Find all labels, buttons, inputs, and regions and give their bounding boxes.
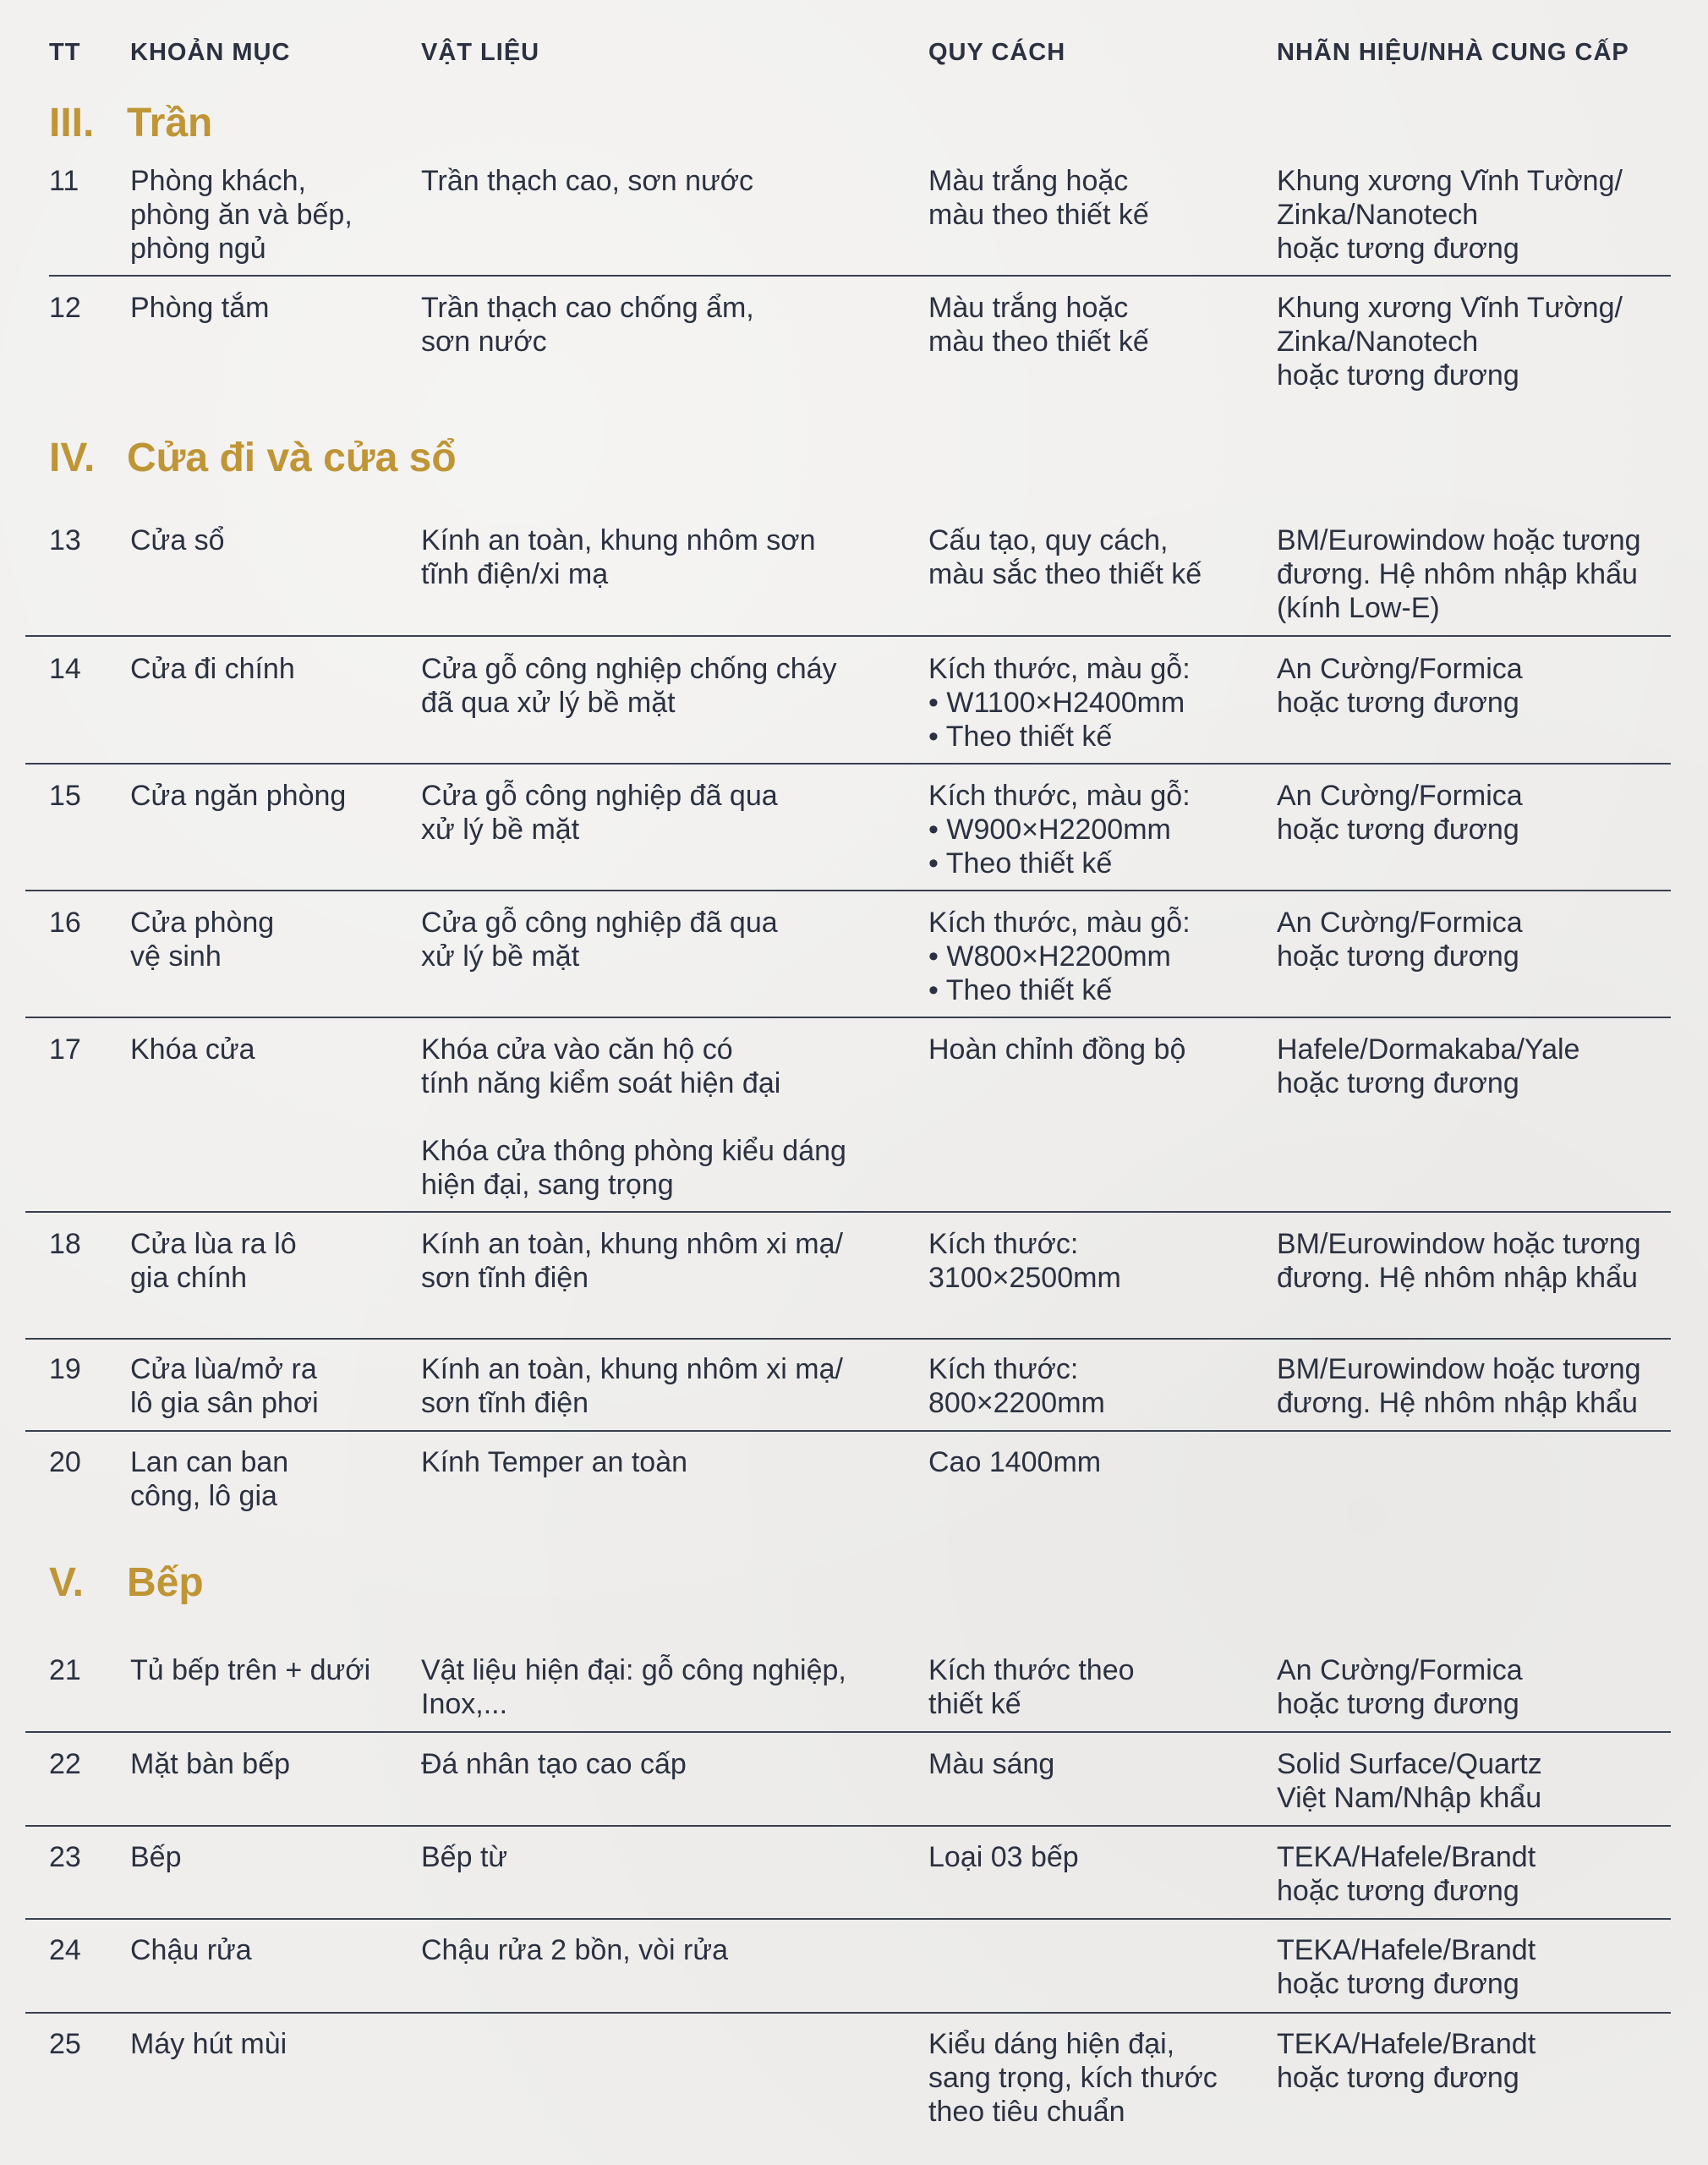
section-number: III. [49,101,95,145]
row-tt: 13 [49,524,81,556]
header-brand: NHÃN HIỆU/NHÀ CUNG CẤP [1277,39,1629,66]
row-brand: An Cường/Formica hoặc tương đương [1277,1654,1523,1720]
row-tt: 25 [49,2028,81,2060]
row-brand: BM/Eurowindow hoặc tương đương. Hệ nhôm nhập khẩu [1277,1353,1641,1419]
row-tt: 18 [49,1228,81,1260]
row-divider [25,763,1671,765]
row-tt: 14 [49,653,81,685]
row-material: Bếp từ [421,1841,508,1873]
row-divider [25,1338,1671,1340]
row-item: Phòng tắm [130,292,270,324]
row-item: Tủ bếp trên + dưới [130,1654,371,1686]
row-item: Lan can ban công, lô gia [130,1446,289,1512]
row-tt: 16 [49,907,81,939]
row-item: Cửa đi chính [130,653,295,685]
section-title: Bếp [127,1560,204,1605]
row-tt: 23 [49,1841,81,1873]
row-divider [49,275,1671,277]
row-material: Kính an toàn, khung nhôm sơn tĩnh điện/xi mạ [421,524,816,590]
row-material: Cửa gỗ công nghiệp chống cháy đã qua xử lý bề mặt [421,653,837,719]
row-material: Kính an toàn, khung nhôm xi mạ/ sơn tĩnh điện [421,1228,843,1294]
row-brand: Solid Surface/Quartz Việt Nam/Nhập khẩu [1277,1748,1542,1814]
row-item: Mặt bàn bếp [130,1748,291,1780]
row-divider [25,890,1671,891]
row-spec: Màu sáng [928,1748,1055,1780]
section-title: Trần [127,101,213,145]
row-brand: An Cường/Formica hoặc tương đương [1277,780,1523,846]
row-divider [25,1731,1671,1733]
row-spec: Màu trắng hoặc màu theo thiết kế [928,292,1149,358]
row-tt: 22 [49,1748,81,1780]
row-spec: Kích thước theo thiết kế [928,1654,1135,1720]
row-spec: Màu trắng hoặc màu theo thiết kế [928,165,1149,231]
row-material: Trần thạch cao chống ẩm, sơn nước [421,292,754,358]
row-brand: TEKA/Hafele/Brandt hoặc tương đương [1277,2028,1536,2094]
row-spec: Loại 03 bếp [928,1841,1079,1873]
section-title: Cửa đi và cửa sổ [127,436,457,480]
row-item: Cửa phòng vệ sinh [130,907,275,973]
row-brand: Khung xương Vĩnh Tường/ Zinka/Nanotech hoặc tương đương [1277,165,1623,265]
row-tt: 20 [49,1446,81,1478]
row-divider [25,1017,1671,1018]
row-item: Cửa ngăn phòng [130,780,347,812]
row-tt: 15 [49,780,81,812]
row-material: Kính Temper an toàn [421,1446,688,1478]
section-number: IV. [49,436,96,480]
row-brand: Hafele/Dormakaba/Yale hoặc tương đương [1277,1033,1580,1099]
row-item: Khóa cửa [130,1033,255,1066]
row-material: Đá nhân tạo cao cấp [421,1748,687,1780]
row-divider [25,2012,1671,2014]
row-brand: Khung xương Vĩnh Tường/ Zinka/Nanotech hoặc tương đương [1277,292,1623,392]
header-material: VẬT LIỆU [421,39,540,66]
row-tt: 19 [49,1353,81,1385]
row-tt: 24 [49,1934,81,1966]
row-spec: Kích thước: 800×2200mm [928,1353,1105,1419]
row-material: Vật liệu hiện đại: gỗ công nghiệp, Inox,... [421,1654,846,1720]
row-divider [25,1430,1671,1432]
row-brand: TEKA/Hafele/Brandt hoặc tương đương [1277,1934,1536,2000]
table-header [0,34,1708,76]
row-material: Kính an toàn, khung nhôm xi mạ/ sơn tĩnh điện [421,1353,843,1419]
row-material: Chậu rửa 2 bồn, vòi rửa [421,1934,729,1966]
row-spec: Kích thước, màu gỗ: • W900×H2200mm • Theo thiết kế [928,780,1191,880]
header-spec: QUY CÁCH [928,39,1066,66]
row-divider [25,1825,1671,1827]
row-divider [25,1211,1671,1213]
row-tt: 21 [49,1654,81,1686]
row-material: Trần thạch cao, sơn nước [421,165,754,197]
header-tt: TT [49,39,81,66]
row-spec: Kích thước, màu gỗ: • W800×H2200mm • Theo thiết kế [928,907,1191,1006]
row-brand: BM/Eurowindow hoặc tương đương. Hệ nhôm nhập khẩu [1277,1228,1641,1294]
row-item: Phòng khách, phòng ăn và bếp, phòng ngủ [130,165,353,265]
row-brand: An Cường/Formica hoặc tương đương [1277,907,1523,973]
row-spec: Hoàn chỉnh đồng bộ [928,1033,1186,1066]
row-item: Cửa lùa ra lô gia chính [130,1228,297,1294]
row-tt: 17 [49,1033,81,1066]
row-material: Cửa gỗ công nghiệp đã qua xử lý bề mặt [421,780,778,846]
row-tt: 11 [49,165,79,197]
row-spec: Kiểu dáng hiện đại, sang trọng, kích thước theo tiêu chuẩn [928,2028,1218,2128]
row-brand: An Cường/Formica hoặc tương đương [1277,653,1523,719]
row-spec: Cao 1400mm [928,1446,1102,1478]
row-item: Bếp [130,1841,182,1873]
row-item: Cửa lùa/mở ra lô gia sân phơi [130,1353,319,1419]
row-material: Khóa cửa vào căn hộ có tính năng kiểm soát hiện đại [421,1033,781,1099]
row-brand: TEKA/Hafele/Brandt hoặc tương đương [1277,1841,1536,1907]
row-item: Máy hút mùi [130,2028,287,2060]
row-item: Cửa sổ [130,524,225,556]
row-material: Cửa gỗ công nghiệp đã qua xử lý bề mặt [421,907,778,973]
row-divider [25,635,1671,637]
row-material-secondary: Khóa cửa thông phòng kiểu dáng hiện đại, sang trọng [421,1135,846,1201]
row-tt: 12 [49,292,81,324]
row-item: Chậu rửa [130,1934,252,1966]
header-item: KHOẢN MỤC [130,39,291,66]
row-divider [25,1918,1671,1920]
row-spec: Cấu tạo, quy cách, màu sắc theo thiết kế [928,524,1202,590]
row-brand: BM/Eurowindow hoặc tương đương. Hệ nhôm nhập khẩu (kính Low-E) [1277,524,1641,624]
row-spec: Kích thước: 3100×2500mm [928,1228,1121,1294]
section-number: V. [49,1560,84,1605]
row-spec: Kích thước, màu gỗ: • W1100×H2400mm • Theo thiết kế [928,653,1191,753]
